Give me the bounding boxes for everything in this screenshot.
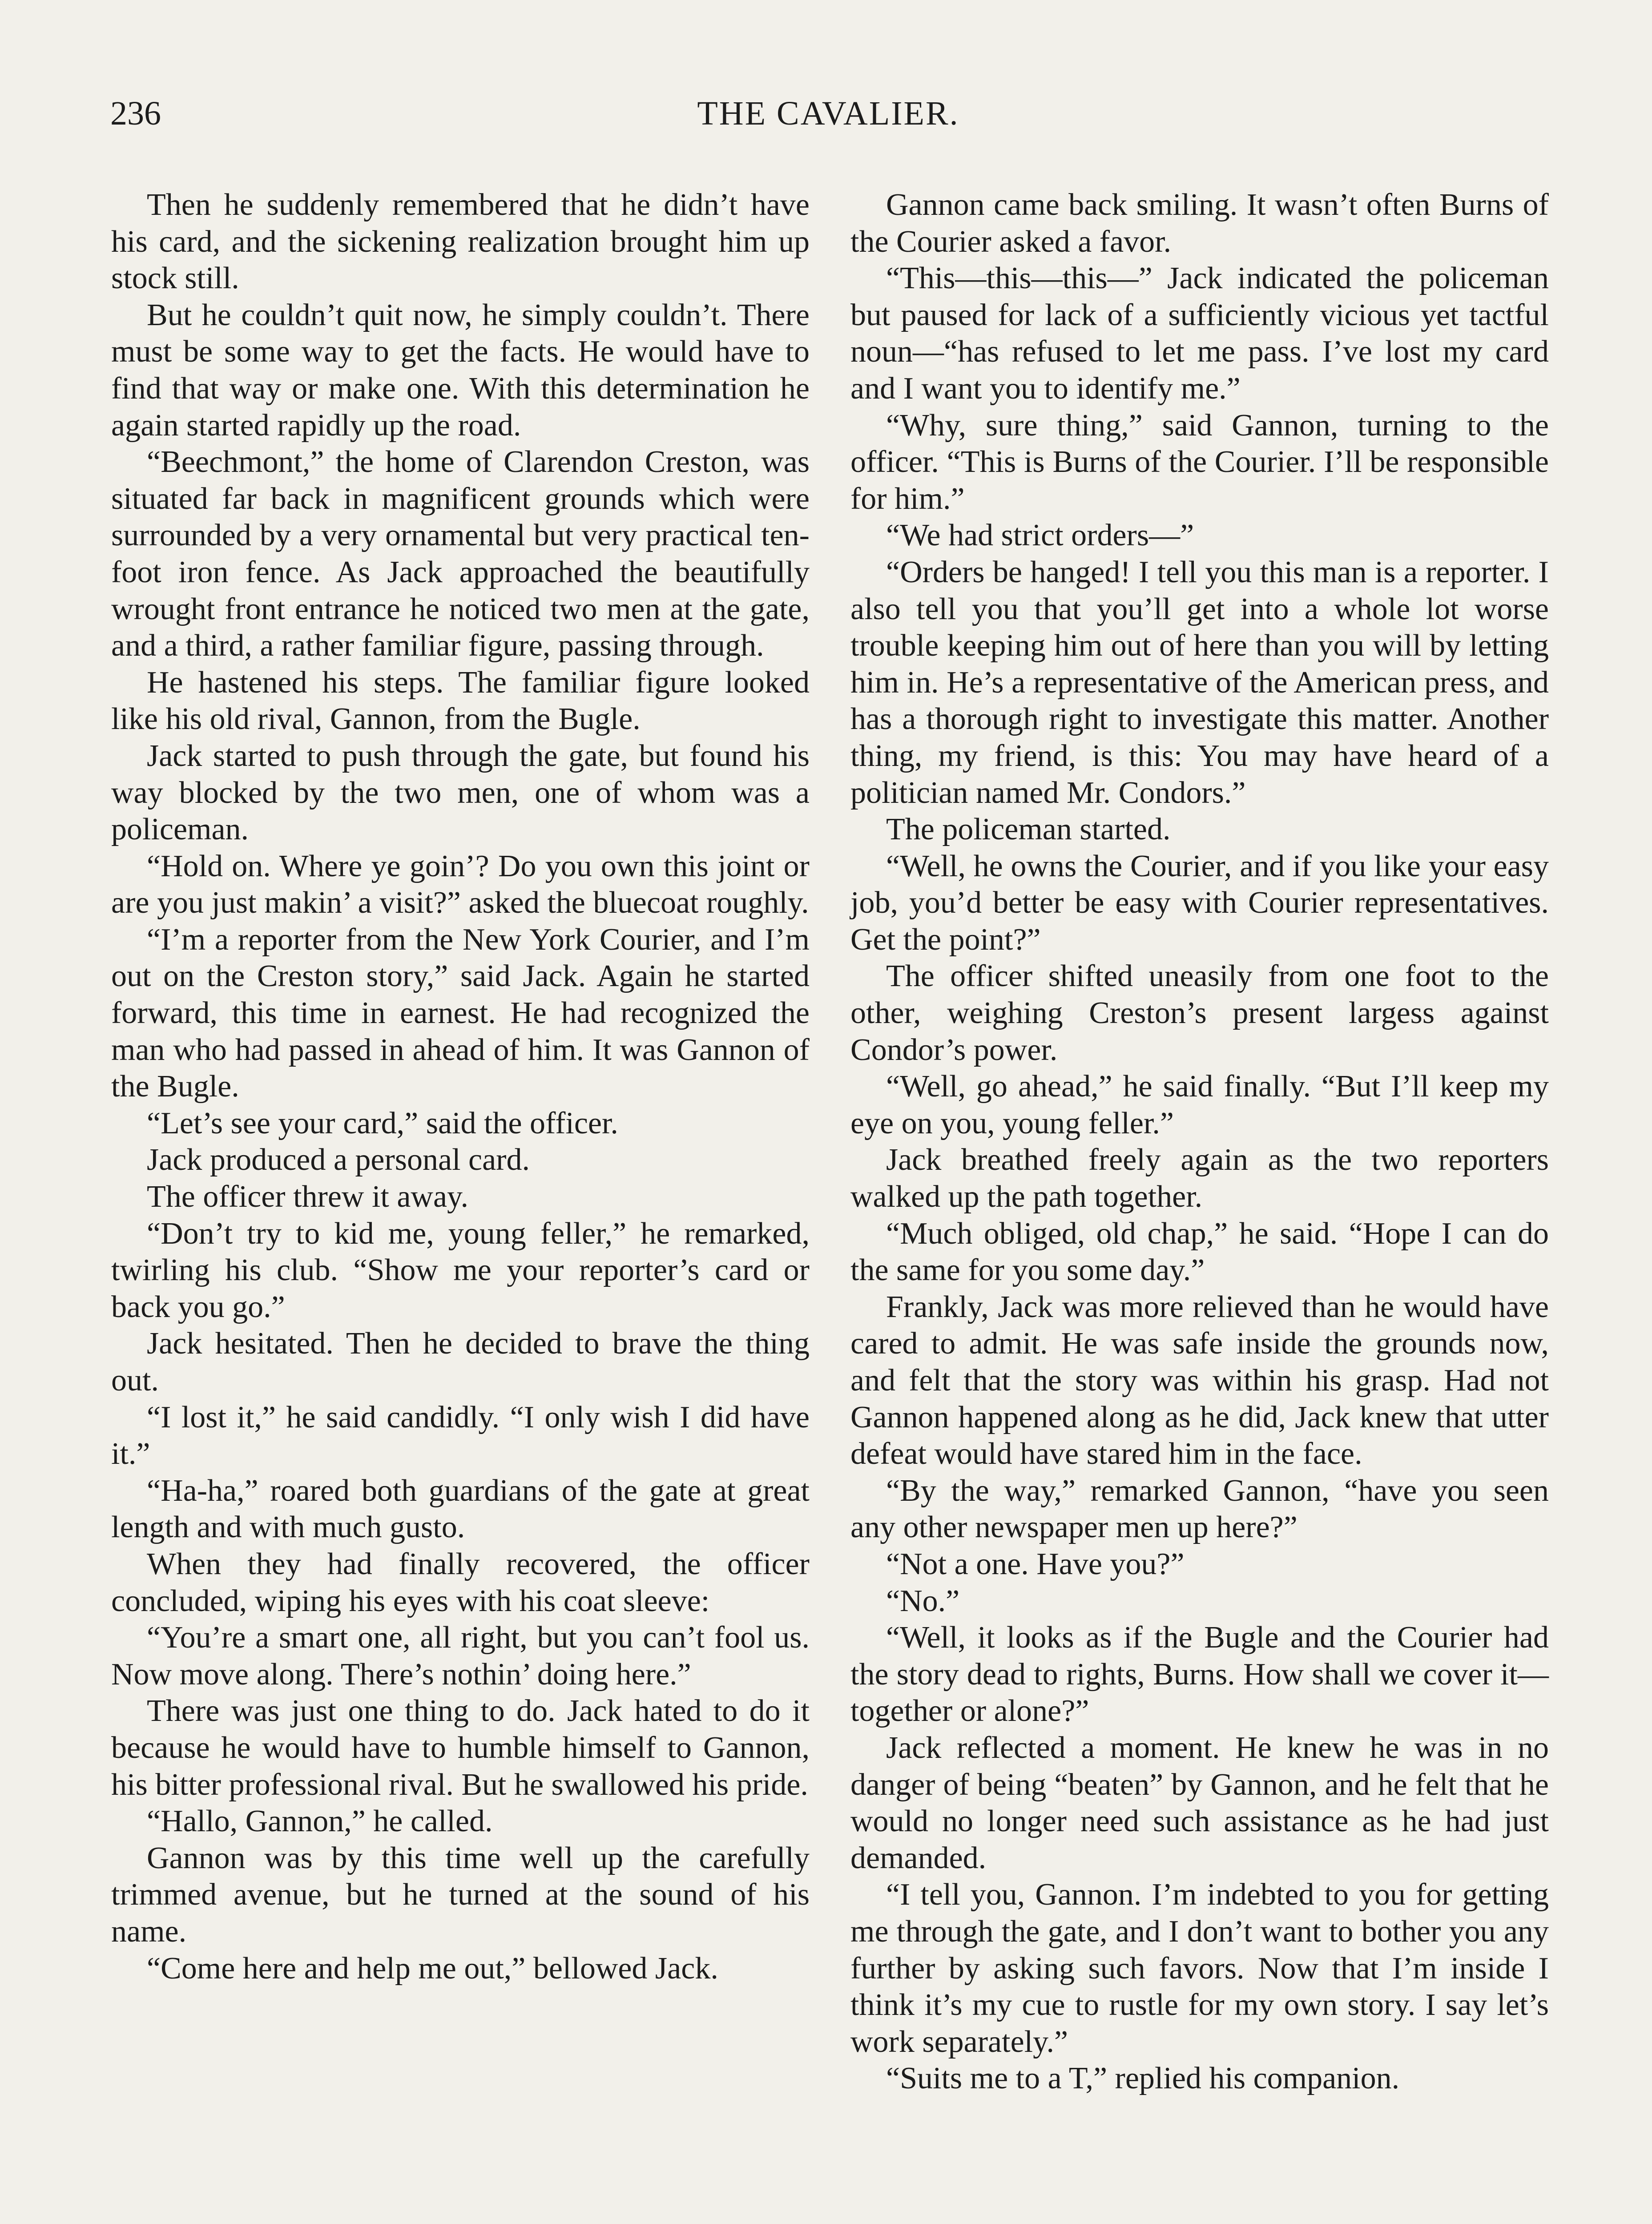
paragraph: “No.”: [886, 1583, 960, 1618]
paragraph: “Orders be hanged! I tell you this man is a reporter. I also tell you that you’ll get into a whole lot worse trouble keeping him out of here than you will by letting him in. He’s a representative of the American press, and has a thorough right to investigate this matter. Another thing, my friend, is this: You may have heard of a politician named Mr. Condors.”: [850, 555, 1549, 810]
paragraph: “Why, sure thing,” said Gannon, turning to the officer. “This is Burns of the Courier. I’ll be responsible for him.”: [850, 408, 1549, 516]
paragraph: “Hold on. Where ye goin’? Do you own this joint or are you just makin’ a visit?” asked the bluecoat roughly.: [111, 849, 810, 920]
right-column: [850, 187, 1549, 2097]
paragraph: Jack reflected a moment. He knew he was in no danger of being “beaten” by Gannon, and he felt that he would no longer need such assistance as he had just demanded.: [850, 1730, 1549, 1875]
paragraph: Jack started to push through the gate, but found his way blocked by the two men, one of whom was a policeman.: [111, 738, 810, 847]
paragraph: Gannon came back smiling. It wasn’t often Burns of the Courier asked a favor.: [850, 188, 1549, 259]
paragraph: “Well, he owns the Courier, and if you like your easy job, you’d better be easy with Courier representatives. Get the point?”: [850, 849, 1549, 957]
paragraph: “Well, go ahead,” he said finally. “But I’ll keep my eye on you, young feller.”: [850, 1069, 1549, 1140]
paragraph: “Not a one. Have you?”: [886, 1547, 1185, 1581]
paragraph: “Ha-ha,” roared both guardians of the gate at great length and with much gusto.: [111, 1473, 810, 1545]
paragraph: Jack breathed freely again as the two reporters walked up the path together.: [850, 1143, 1549, 1214]
paragraph: “Let’s see your card,” said the officer.: [147, 1106, 618, 1140]
page-header: [110, 91, 1546, 153]
paragraph: Frankly, Jack was more relieved than he would have cared to admit. He was safe inside the grounds now, and felt that the story was within his grasp. Had not Gannon happened along as he did, Jack knew that utter defeat would have stared him in the face.: [850, 1289, 1549, 1471]
paragraph: The officer threw it away.: [147, 1180, 469, 1214]
paragraph: “Beechmont,” the home of Clarendon Creston, was situated far back in magnificent grounds which were surrounded by a very ornamental but very practical ten-foot iron fence. As Jack approached the beautifully wrought front entrance he noticed two men at the gate, and a third, a rather familiar figure, passing through.: [111, 445, 810, 663]
left-column: [111, 187, 810, 1987]
paragraph: “Well, it looks as if the Bugle and the Courier had the story dead to rights, Burns. How shall we cover it—together or alone?”: [850, 1620, 1549, 1728]
paragraph: “We had strict orders—”: [886, 518, 1194, 553]
paragraph: “Come here and help me out,” bellowed Jack.: [147, 1951, 718, 1986]
paragraph: “Don’t try to kid me, young feller,” he remarked, twirling his club. “Show me your reporter’s card or back you go.”: [111, 1216, 810, 1324]
paragraph: “I lost it,” he said candidly. “I only wish I did have it.”: [111, 1400, 810, 1471]
paragraph: “This—this—this—” Jack indicated the policeman but paused for lack of a sufficiently vicious yet tactful noun—“has refused to let me pass. I’ve lost my card and I want you to identify me.”: [850, 261, 1549, 406]
page-number: 236: [110, 95, 161, 132]
paragraph: Jack produced a personal card.: [147, 1143, 530, 1177]
paragraph: He hastened his steps. The familiar figure looked like his old rival, Gannon, from the Bugle.: [111, 665, 810, 737]
paragraph: Then he suddenly remembered that he didn’t have his card, and the sickening realization brought him up stock still.: [111, 188, 810, 296]
paragraph: “You’re a smart one, all right, but you can’t fool us. Now move along. There’s nothin’ doing here.”: [111, 1620, 810, 1692]
paragraph: Jack hesitated. Then he decided to brave the thing out.: [111, 1326, 810, 1398]
paragraph: But he couldn’t quit now, he simply couldn’t. There must be some way to get the facts. He would have to find that way or make one. With this determination he again started rapidly up the road.: [111, 298, 810, 443]
paragraph: There was just one thing to do. Jack hated to do it because he would have to humble himself to Gannon, his bitter professional rival. But he swallowed his pride.: [111, 1694, 810, 1802]
paragraph: The policeman started.: [886, 812, 1171, 847]
paragraph: “By the way,” remarked Gannon, “have you seen any other newspaper men up here?”: [850, 1473, 1549, 1545]
paragraph: “I’m a reporter from the New York Courier, and I’m out on the Creston story,” said Jack. Again he started forward, this time in earnest. He had recognized the man who had passed in ahead of him. It was Gannon of the Bugle.: [111, 922, 810, 1104]
paragraph: When they had finally recovered, the officer concluded, wiping his eyes with his coat sleeve:: [111, 1547, 810, 1618]
paragraph: The officer shifted uneasily from one foot to the other, weighing Creston’s present largess against Condor’s power.: [850, 959, 1549, 1067]
running-title: THE CAVALIER.: [697, 95, 959, 132]
paragraph: Gannon was by this time well up the carefully trimmed avenue, but he turned at the sound of his name.: [111, 1841, 810, 1949]
paragraph: “I tell you, Gannon. I’m indebted to you for getting me through the gate, and I don’t want to bother you any further by asking such favors. Now that I’m inside I think it’s my cue to rustle for my own story. I say let’s work separately.”: [850, 1878, 1549, 2059]
paragraph: “Much obliged, old chap,” he said. “Hope I can do the same for you some day.”: [850, 1216, 1549, 1288]
paragraph: “Suits me to a T,” replied his companion.: [886, 2061, 1400, 2096]
paragraph: “Hallo, Gannon,” he called.: [147, 1804, 493, 1839]
